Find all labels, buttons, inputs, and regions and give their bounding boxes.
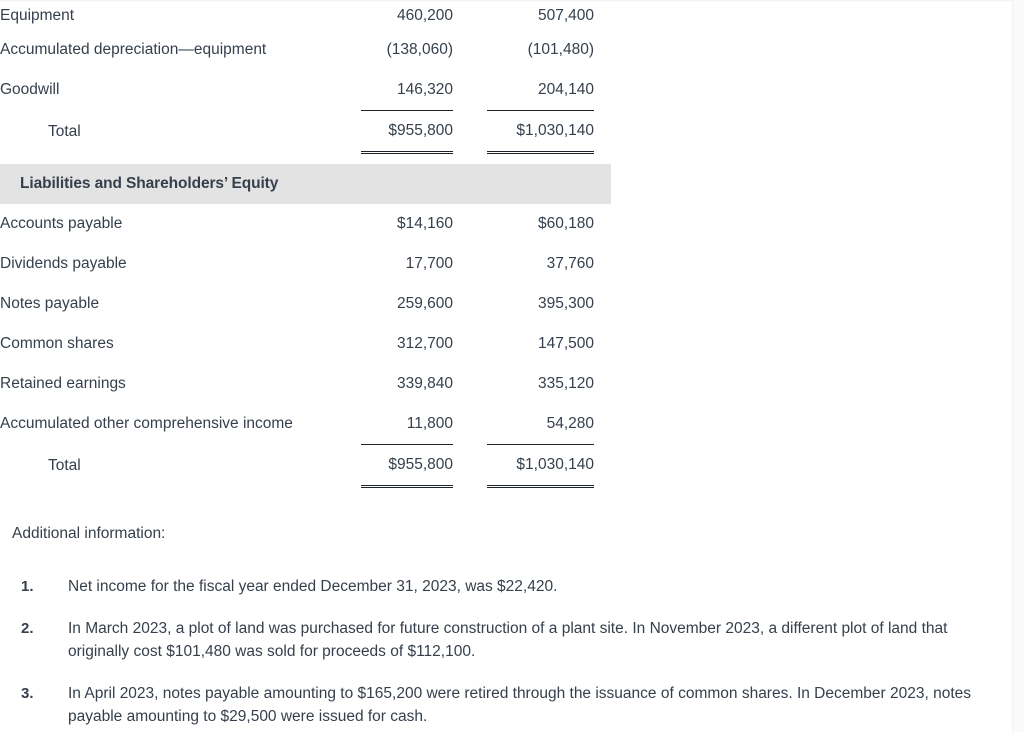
table-row [0,70,611,111]
list-item-text: Net income for the fiscal year ended December 31, 2023, was $22,420. [68,578,558,595]
row-right-pad [594,30,611,70]
row-value-col1: 460,200 [396,7,453,24]
list-item-text: In April 2023, notes payable amounting to $165,200 were retired through the issuance of common shares. In December 2023, notes payable amounting to $29,500 were issued for cash. [68,684,972,725]
spacer-cell [0,153,611,165]
row-right-pad [594,204,611,244]
list-item-marker: 1. [21,578,34,595]
column-gap [453,30,487,70]
row-value-col2: 507,400 [537,7,594,24]
column-gap [453,0,487,30]
row-right-pad [594,324,611,364]
row-value-col1: 339,840 [396,375,453,392]
row-value-col1: (138,060) [386,41,453,58]
row-value-col2: 147,500 [537,335,594,352]
table-row [0,0,611,30]
row-value-col1: $955,800 [361,445,453,487]
column-gap [453,364,487,404]
row-label: Goodwill [0,81,60,99]
table-row [0,364,611,404]
column-gap [453,204,487,244]
list-item [0,682,1000,729]
column-gap [453,244,487,284]
table-row [0,404,611,445]
row-value-col1: $14,160 [396,215,453,232]
row-right-pad [594,70,611,111]
row-right-pad [594,404,611,445]
row-value-col2: 37,760 [546,255,594,272]
row-label: Notes payable [0,295,100,312]
row-value-col1: $955,800 [361,111,453,153]
row-label: Accumulated other comprehensive income [0,415,293,433]
row-right-pad [594,284,611,324]
row-value-col2: $60,180 [537,215,594,232]
row-value-col2: (101,480) [527,41,594,58]
row-label: Retained earnings [0,375,126,392]
table-row [0,284,611,324]
row-label: Total [48,456,81,474]
row-value-col2: $1,030,140 [487,445,594,487]
additional-information-heading: Additional information: [12,525,166,542]
list-item-marker: 2. [21,619,34,637]
column-gap [453,70,487,111]
row-right-pad [594,364,611,404]
column-gap [453,445,487,487]
row-label: Common shares [0,335,114,352]
row-label: Total [48,122,81,140]
table-row [0,244,611,284]
section-spacer [0,153,611,165]
row-value-col1: 11,800 [406,415,453,432]
column-gap [453,284,487,324]
row-right-pad [594,445,611,487]
row-right-pad [594,0,611,30]
section-header-label: Liabilities and Shareholders’ Equity [0,164,611,204]
table-row-total [0,445,611,487]
list-item [0,617,1000,664]
row-label: Dividends payable [0,255,127,272]
row-value-col2: 54,280 [546,415,594,432]
row-value-col1: 17,700 [405,255,453,272]
row-right-pad [594,244,611,284]
table-row [0,324,611,364]
table-row [0,30,611,70]
liabilities-section-rows [0,204,611,487]
row-label: Equipment [0,7,75,24]
list-item [0,575,1000,599]
assets-section-rows [0,0,611,204]
row-value-col2: 395,300 [537,295,594,312]
row-value-col1: 312,700 [396,335,453,352]
row-value-col2: 335,120 [537,375,594,392]
additional-information-list [0,575,1000,747]
table-row [0,204,611,244]
row-right-pad [594,111,611,153]
balance-sheet-table [0,0,611,488]
row-label: Accounts payable [0,215,123,232]
row-label: Accumulated depreciation—equipment [0,41,267,58]
list-item-marker: 3. [21,684,34,702]
page-right-edge [1012,0,1024,732]
column-gap [453,324,487,364]
row-value-col2: 204,140 [537,81,594,98]
section-header-liabilities-equity [0,164,611,204]
column-gap [453,404,487,445]
table-row-total [0,111,611,153]
row-value-col2: $1,030,140 [487,111,594,153]
row-value-col1: 259,600 [396,295,453,312]
list-item-text: In March 2023, a plot of land was purchased for future construction of a plant site. In November 2023, a different plot of land that originally cost $101,480 was sold for proceeds of $112,100. [68,619,948,660]
row-value-col1: 146,320 [396,81,453,98]
column-gap [453,111,487,153]
